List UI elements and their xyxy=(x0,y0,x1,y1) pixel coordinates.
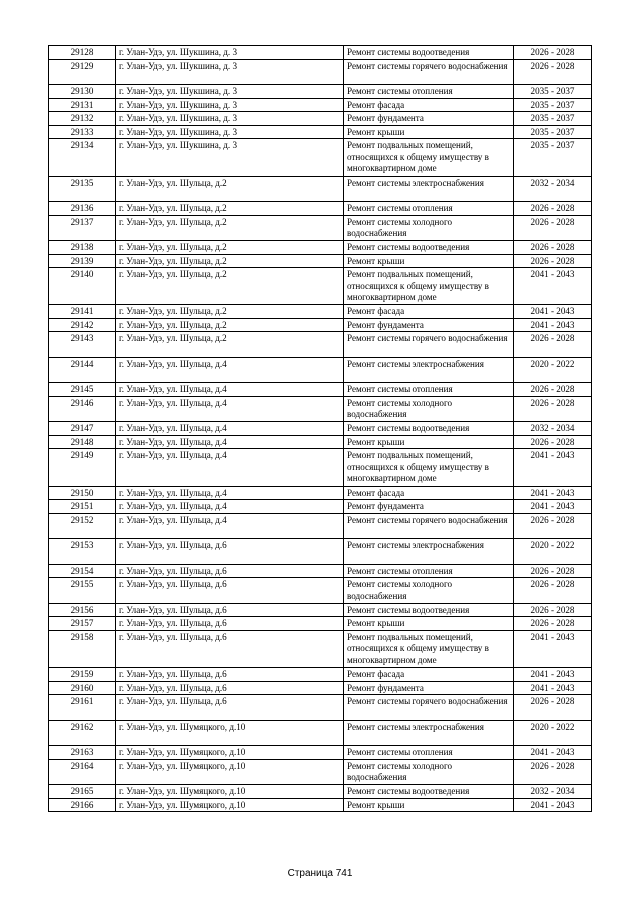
row-number: 29154 xyxy=(49,564,116,578)
table-row xyxy=(49,176,592,201)
row-work-type: Ремонт системы водоотведения xyxy=(344,603,514,617)
row-address: г. Улан-Удэ, ул. Шульца, д.6 xyxy=(116,681,344,695)
row-number: 29158 xyxy=(49,630,116,667)
row-address: г. Улан-Удэ, ул. Шульца, д.2 xyxy=(116,201,344,215)
row-address: г. Улан-Удэ, ул. Шульца, д.6 xyxy=(116,667,344,681)
row-period: 2026 - 2028 xyxy=(514,332,592,357)
row-work-type: Ремонт системы водоотведения xyxy=(344,240,514,254)
row-address: г. Улан-Удэ, ул. Шульца, д.4 xyxy=(116,513,344,538)
table-row xyxy=(49,59,592,84)
row-work-type: Ремонт системы холодного водоснабжения xyxy=(344,215,514,240)
row-work-type: Ремонт фундамента xyxy=(344,318,514,332)
row-number: 29128 xyxy=(49,46,116,60)
row-work-type: Ремонт системы электроснабжения xyxy=(344,539,514,564)
row-work-type: Ремонт системы горячего водоснабжения xyxy=(344,332,514,357)
row-address: г. Улан-Удэ, ул. Шульца, д.6 xyxy=(116,630,344,667)
row-period: 2026 - 2028 xyxy=(514,759,592,784)
row-number: 29160 xyxy=(49,681,116,695)
row-period: 2032 - 2034 xyxy=(514,176,592,201)
row-work-type: Ремонт крыши xyxy=(344,254,514,268)
table-row xyxy=(49,449,592,486)
row-work-type: Ремонт системы отопления xyxy=(344,84,514,98)
row-work-type: Ремонт крыши xyxy=(344,125,514,139)
row-number: 29129 xyxy=(49,59,116,84)
row-period: 2026 - 2028 xyxy=(514,435,592,449)
row-address: г. Улан-Удэ, ул. Шульца, д.2 xyxy=(116,268,344,305)
table-row xyxy=(49,695,592,720)
row-address: г. Улан-Удэ, ул. Шукшина, д. 3 xyxy=(116,59,344,84)
row-number: 29136 xyxy=(49,201,116,215)
row-period: 2035 - 2037 xyxy=(514,125,592,139)
table-row xyxy=(49,396,592,421)
table-row xyxy=(49,745,592,759)
table-row xyxy=(49,681,592,695)
row-period: 2026 - 2028 xyxy=(514,513,592,538)
row-period: 2032 - 2034 xyxy=(514,784,592,798)
row-address: г. Улан-Удэ, ул. Шумяцкого, д.10 xyxy=(116,798,344,812)
row-address: г. Улан-Удэ, ул. Шульца, д.6 xyxy=(116,578,344,603)
row-number: 29130 xyxy=(49,84,116,98)
row-number: 29135 xyxy=(49,176,116,201)
row-number: 29164 xyxy=(49,759,116,784)
row-number: 29152 xyxy=(49,513,116,538)
row-address: г. Улан-Удэ, ул. Шульца, д.4 xyxy=(116,435,344,449)
table-body xyxy=(49,46,592,812)
row-address: г. Улан-Удэ, ул. Шульца, д.6 xyxy=(116,564,344,578)
row-period: 2041 - 2043 xyxy=(514,268,592,305)
row-work-type: Ремонт фасада xyxy=(344,305,514,319)
row-number: 29145 xyxy=(49,383,116,397)
row-number: 29151 xyxy=(49,500,116,514)
row-work-type: Ремонт фундамента xyxy=(344,112,514,126)
row-number: 29159 xyxy=(49,667,116,681)
row-period: 2041 - 2043 xyxy=(514,318,592,332)
row-work-type: Ремонт системы холодного водоснабжения xyxy=(344,759,514,784)
table-row xyxy=(49,139,592,176)
row-period: 2020 - 2022 xyxy=(514,720,592,745)
row-number: 29161 xyxy=(49,695,116,720)
row-number: 29153 xyxy=(49,539,116,564)
row-work-type: Ремонт фундамента xyxy=(344,681,514,695)
row-period: 2041 - 2043 xyxy=(514,486,592,500)
row-work-type: Ремонт подвальных помещений, относящихся к общему имуществу в многоквартирном доме xyxy=(344,139,514,176)
table-row xyxy=(49,318,592,332)
row-period: 2035 - 2037 xyxy=(514,139,592,176)
row-period: 2041 - 2043 xyxy=(514,500,592,514)
row-work-type: Ремонт системы отопления xyxy=(344,564,514,578)
row-period: 2026 - 2028 xyxy=(514,578,592,603)
row-work-type: Ремонт системы водоотведения xyxy=(344,422,514,436)
table-row xyxy=(49,254,592,268)
row-work-type: Ремонт системы горячего водоснабжения xyxy=(344,513,514,538)
row-number: 29131 xyxy=(49,98,116,112)
table-row xyxy=(49,513,592,538)
table-row xyxy=(49,630,592,667)
table-row xyxy=(49,486,592,500)
row-number: 29139 xyxy=(49,254,116,268)
table-row xyxy=(49,112,592,126)
row-address: г. Улан-Удэ, ул. Шульца, д.6 xyxy=(116,695,344,720)
table-row xyxy=(49,268,592,305)
row-number: 29142 xyxy=(49,318,116,332)
row-work-type: Ремонт системы водоотведения xyxy=(344,784,514,798)
row-number: 29147 xyxy=(49,422,116,436)
table-row xyxy=(49,84,592,98)
row-work-type: Ремонт крыши xyxy=(344,617,514,631)
table-row xyxy=(49,125,592,139)
row-period: 2026 - 2028 xyxy=(514,383,592,397)
table-row xyxy=(49,201,592,215)
row-number: 29141 xyxy=(49,305,116,319)
row-number: 29163 xyxy=(49,745,116,759)
row-period: 2020 - 2022 xyxy=(514,357,592,382)
row-number: 29137 xyxy=(49,215,116,240)
row-address: г. Улан-Удэ, ул. Шульца, д.4 xyxy=(116,422,344,436)
row-number: 29162 xyxy=(49,720,116,745)
row-work-type: Ремонт системы отопления xyxy=(344,201,514,215)
row-address: г. Улан-Удэ, ул. Шульца, д.2 xyxy=(116,215,344,240)
row-work-type: Ремонт фундамента xyxy=(344,500,514,514)
row-period: 2041 - 2043 xyxy=(514,798,592,812)
table-row xyxy=(49,759,592,784)
table-row xyxy=(49,357,592,382)
table-row xyxy=(49,500,592,514)
row-period: 2035 - 2037 xyxy=(514,84,592,98)
row-number: 29149 xyxy=(49,449,116,486)
row-number: 29156 xyxy=(49,603,116,617)
table-row xyxy=(49,603,592,617)
row-work-type: Ремонт фасада xyxy=(344,486,514,500)
row-address: г. Улан-Удэ, ул. Шумяцкого, д.10 xyxy=(116,759,344,784)
row-period: 2026 - 2028 xyxy=(514,201,592,215)
row-address: г. Улан-Удэ, ул. Шукшина, д. 3 xyxy=(116,46,344,60)
row-work-type: Ремонт подвальных помещений, относящихся к общему имуществу в многоквартирном доме xyxy=(344,449,514,486)
row-period: 2035 - 2037 xyxy=(514,98,592,112)
table-row xyxy=(49,215,592,240)
row-work-type: Ремонт системы электроснабжения xyxy=(344,176,514,201)
row-period: 2035 - 2037 xyxy=(514,112,592,126)
row-address: г. Улан-Удэ, ул. Шульца, д.4 xyxy=(116,486,344,500)
row-period: 2026 - 2028 xyxy=(514,59,592,84)
row-address: г. Улан-Удэ, ул. Шульца, д.2 xyxy=(116,254,344,268)
row-address: г. Улан-Удэ, ул. Шульца, д.4 xyxy=(116,500,344,514)
row-number: 29138 xyxy=(49,240,116,254)
row-number: 29157 xyxy=(49,617,116,631)
table-row xyxy=(49,784,592,798)
row-period: 2032 - 2034 xyxy=(514,422,592,436)
row-address: г. Улан-Удэ, ул. Шукшина, д. 3 xyxy=(116,139,344,176)
row-address: г. Улан-Удэ, ул. Шульца, д.4 xyxy=(116,357,344,382)
table-row xyxy=(49,332,592,357)
row-period: 2026 - 2028 xyxy=(514,603,592,617)
row-work-type: Ремонт системы электроснабжения xyxy=(344,357,514,382)
row-address: г. Улан-Удэ, ул. Шульца, д.2 xyxy=(116,176,344,201)
row-number: 29165 xyxy=(49,784,116,798)
row-work-type: Ремонт системы холодного водоснабжения xyxy=(344,578,514,603)
row-work-type: Ремонт фасада xyxy=(344,667,514,681)
row-address: г. Улан-Удэ, ул. Шумяцкого, д.10 xyxy=(116,784,344,798)
row-address: г. Улан-Удэ, ул. Шульца, д.4 xyxy=(116,449,344,486)
row-period: 2041 - 2043 xyxy=(514,630,592,667)
row-number: 29132 xyxy=(49,112,116,126)
row-address: г. Улан-Удэ, ул. Шульца, д.2 xyxy=(116,318,344,332)
row-number: 29134 xyxy=(49,139,116,176)
row-address: г. Улан-Удэ, ул. Шульца, д.4 xyxy=(116,396,344,421)
row-address: г. Улан-Удэ, ул. Шульца, д.4 xyxy=(116,383,344,397)
row-period: 2026 - 2028 xyxy=(514,695,592,720)
row-period: 2041 - 2043 xyxy=(514,667,592,681)
table-row xyxy=(49,617,592,631)
row-address: г. Улан-Удэ, ул. Шульца, д.6 xyxy=(116,603,344,617)
row-address: г. Улан-Удэ, ул. Шукшина, д. 3 xyxy=(116,84,344,98)
table-row xyxy=(49,667,592,681)
row-address: г. Улан-Удэ, ул. Шульца, д.6 xyxy=(116,539,344,564)
row-work-type: Ремонт системы отопления xyxy=(344,383,514,397)
row-number: 29150 xyxy=(49,486,116,500)
row-number: 29143 xyxy=(49,332,116,357)
table-row xyxy=(49,383,592,397)
row-work-type: Ремонт системы электроснабжения xyxy=(344,720,514,745)
row-work-type: Ремонт крыши xyxy=(344,798,514,812)
row-period: 2041 - 2043 xyxy=(514,305,592,319)
row-number: 29140 xyxy=(49,268,116,305)
row-address: г. Улан-Удэ, ул. Шульца, д.6 xyxy=(116,617,344,631)
row-address: г. Улан-Удэ, ул. Шукшина, д. 3 xyxy=(116,112,344,126)
row-address: г. Улан-Удэ, ул. Шульца, д.2 xyxy=(116,332,344,357)
row-address: г. Улан-Удэ, ул. Шумяцкого, д.10 xyxy=(116,745,344,759)
row-address: г. Улан-Удэ, ул. Шукшина, д. 3 xyxy=(116,98,344,112)
table-row xyxy=(49,305,592,319)
table-row xyxy=(49,98,592,112)
row-address: г. Улан-Удэ, ул. Шульца, д.2 xyxy=(116,240,344,254)
table-row xyxy=(49,539,592,564)
row-address: г. Улан-Удэ, ул. Шумяцкого, д.10 xyxy=(116,720,344,745)
table-row xyxy=(49,240,592,254)
row-period: 2026 - 2028 xyxy=(514,240,592,254)
row-work-type: Ремонт системы горячего водоснабжения xyxy=(344,695,514,720)
page-number: Страница 741 xyxy=(287,868,353,879)
table-row xyxy=(49,798,592,812)
row-number: 29148 xyxy=(49,435,116,449)
row-work-type: Ремонт системы водоотведения xyxy=(344,46,514,60)
row-period: 2026 - 2028 xyxy=(514,617,592,631)
row-work-type: Ремонт подвальных помещений, относящихся к общему имуществу в многоквартирном доме xyxy=(344,268,514,305)
table-row xyxy=(49,720,592,745)
row-work-type: Ремонт крыши xyxy=(344,435,514,449)
row-period: 2020 - 2022 xyxy=(514,539,592,564)
row-number: 29146 xyxy=(49,396,116,421)
row-period: 2026 - 2028 xyxy=(514,215,592,240)
row-number: 29166 xyxy=(49,798,116,812)
row-period: 2041 - 2043 xyxy=(514,449,592,486)
table-row xyxy=(49,422,592,436)
row-number: 29133 xyxy=(49,125,116,139)
repair-schedule-table xyxy=(48,45,592,812)
row-period: 2026 - 2028 xyxy=(514,254,592,268)
row-work-type: Ремонт системы отопления xyxy=(344,745,514,759)
row-period: 2026 - 2028 xyxy=(514,46,592,60)
row-number: 29155 xyxy=(49,578,116,603)
row-work-type: Ремонт подвальных помещений, относящихся к общему имуществу в многоквартирном доме xyxy=(344,630,514,667)
row-work-type: Ремонт системы горячего водоснабжения xyxy=(344,59,514,84)
row-address: г. Улан-Удэ, ул. Шукшина, д. 3 xyxy=(116,125,344,139)
row-period: 2041 - 2043 xyxy=(514,745,592,759)
table-row xyxy=(49,564,592,578)
table-row xyxy=(49,46,592,60)
row-period: 2026 - 2028 xyxy=(514,564,592,578)
row-work-type: Ремонт фасада xyxy=(344,98,514,112)
table-row xyxy=(49,578,592,603)
row-period: 2041 - 2043 xyxy=(514,681,592,695)
row-address: г. Улан-Удэ, ул. Шульца, д.2 xyxy=(116,305,344,319)
table-row xyxy=(49,435,592,449)
row-period: 2026 - 2028 xyxy=(514,396,592,421)
row-work-type: Ремонт системы холодного водоснабжения xyxy=(344,396,514,421)
row-number: 29144 xyxy=(49,357,116,382)
